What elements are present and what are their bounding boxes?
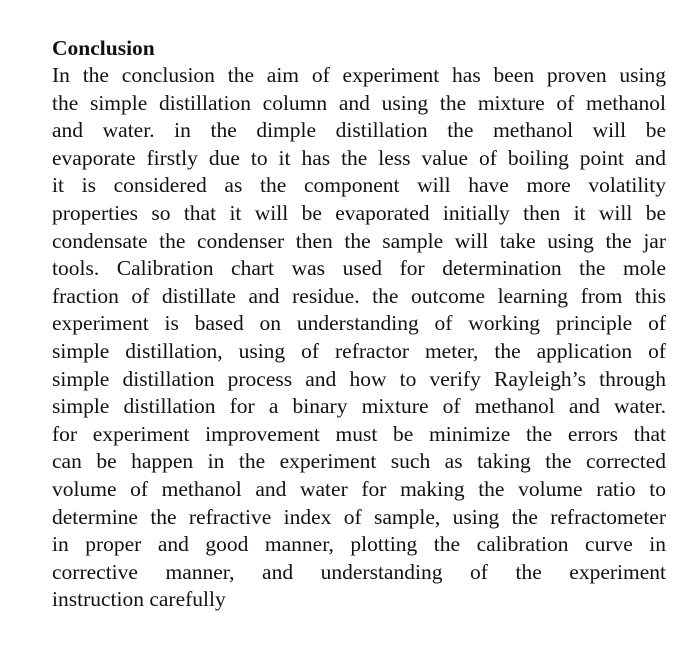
paragraph-line: corrective manner, and understanding of the experiment — [52, 559, 666, 584]
paragraph-line: evaporate firstly due to it has the less value of boiling point and — [52, 145, 666, 170]
paragraph-line: simple distillation for a binary mixture of methanol and water. — [52, 394, 666, 419]
conclusion-paragraph — [52, 62, 666, 614]
paragraph-line: and water. in the dimple distillation the methanol will be — [52, 118, 666, 143]
paragraph-line: instruction carefully — [52, 587, 226, 612]
paragraph-line: it is considered as the component will have more volatility — [52, 173, 666, 198]
paragraph-line: determine the refractive index of sample, using the refractometer — [52, 504, 666, 529]
paragraph-line: fraction of distillate and residue. the outcome learning from this — [52, 283, 666, 308]
paragraph-line: In the conclusion the aim of experiment has been proven using — [52, 63, 666, 87]
paragraph-line: volume of methanol and water for making the volume ratio to — [52, 476, 666, 501]
paragraph-line: simple distillation process and how to verify Rayleigh’s through — [52, 366, 666, 391]
paragraph-line: condensate the condenser then the sample will take using the jar — [52, 228, 666, 253]
section-heading: Conclusion — [52, 36, 155, 60]
document-page — [52, 34, 666, 614]
paragraph-line: the simple distillation column and using the mixture of methanol — [52, 90, 666, 115]
paragraph-line: for experiment improvement must be minimize the errors that — [52, 421, 666, 446]
paragraph-line: properties so that it will be evaporated initially then it will be — [52, 200, 666, 225]
paragraph-line: simple distillation, using of refractor meter, the application of — [52, 338, 666, 363]
paragraph-line: experiment is based on understanding of working principle of — [52, 311, 666, 336]
paragraph-line: can be happen in the experiment such as taking the corrected — [52, 449, 666, 474]
paragraph-line: in proper and good manner, plotting the calibration curve in — [52, 532, 666, 557]
paragraph-line: tools. Calibration chart was used for determination the mole — [52, 256, 666, 281]
